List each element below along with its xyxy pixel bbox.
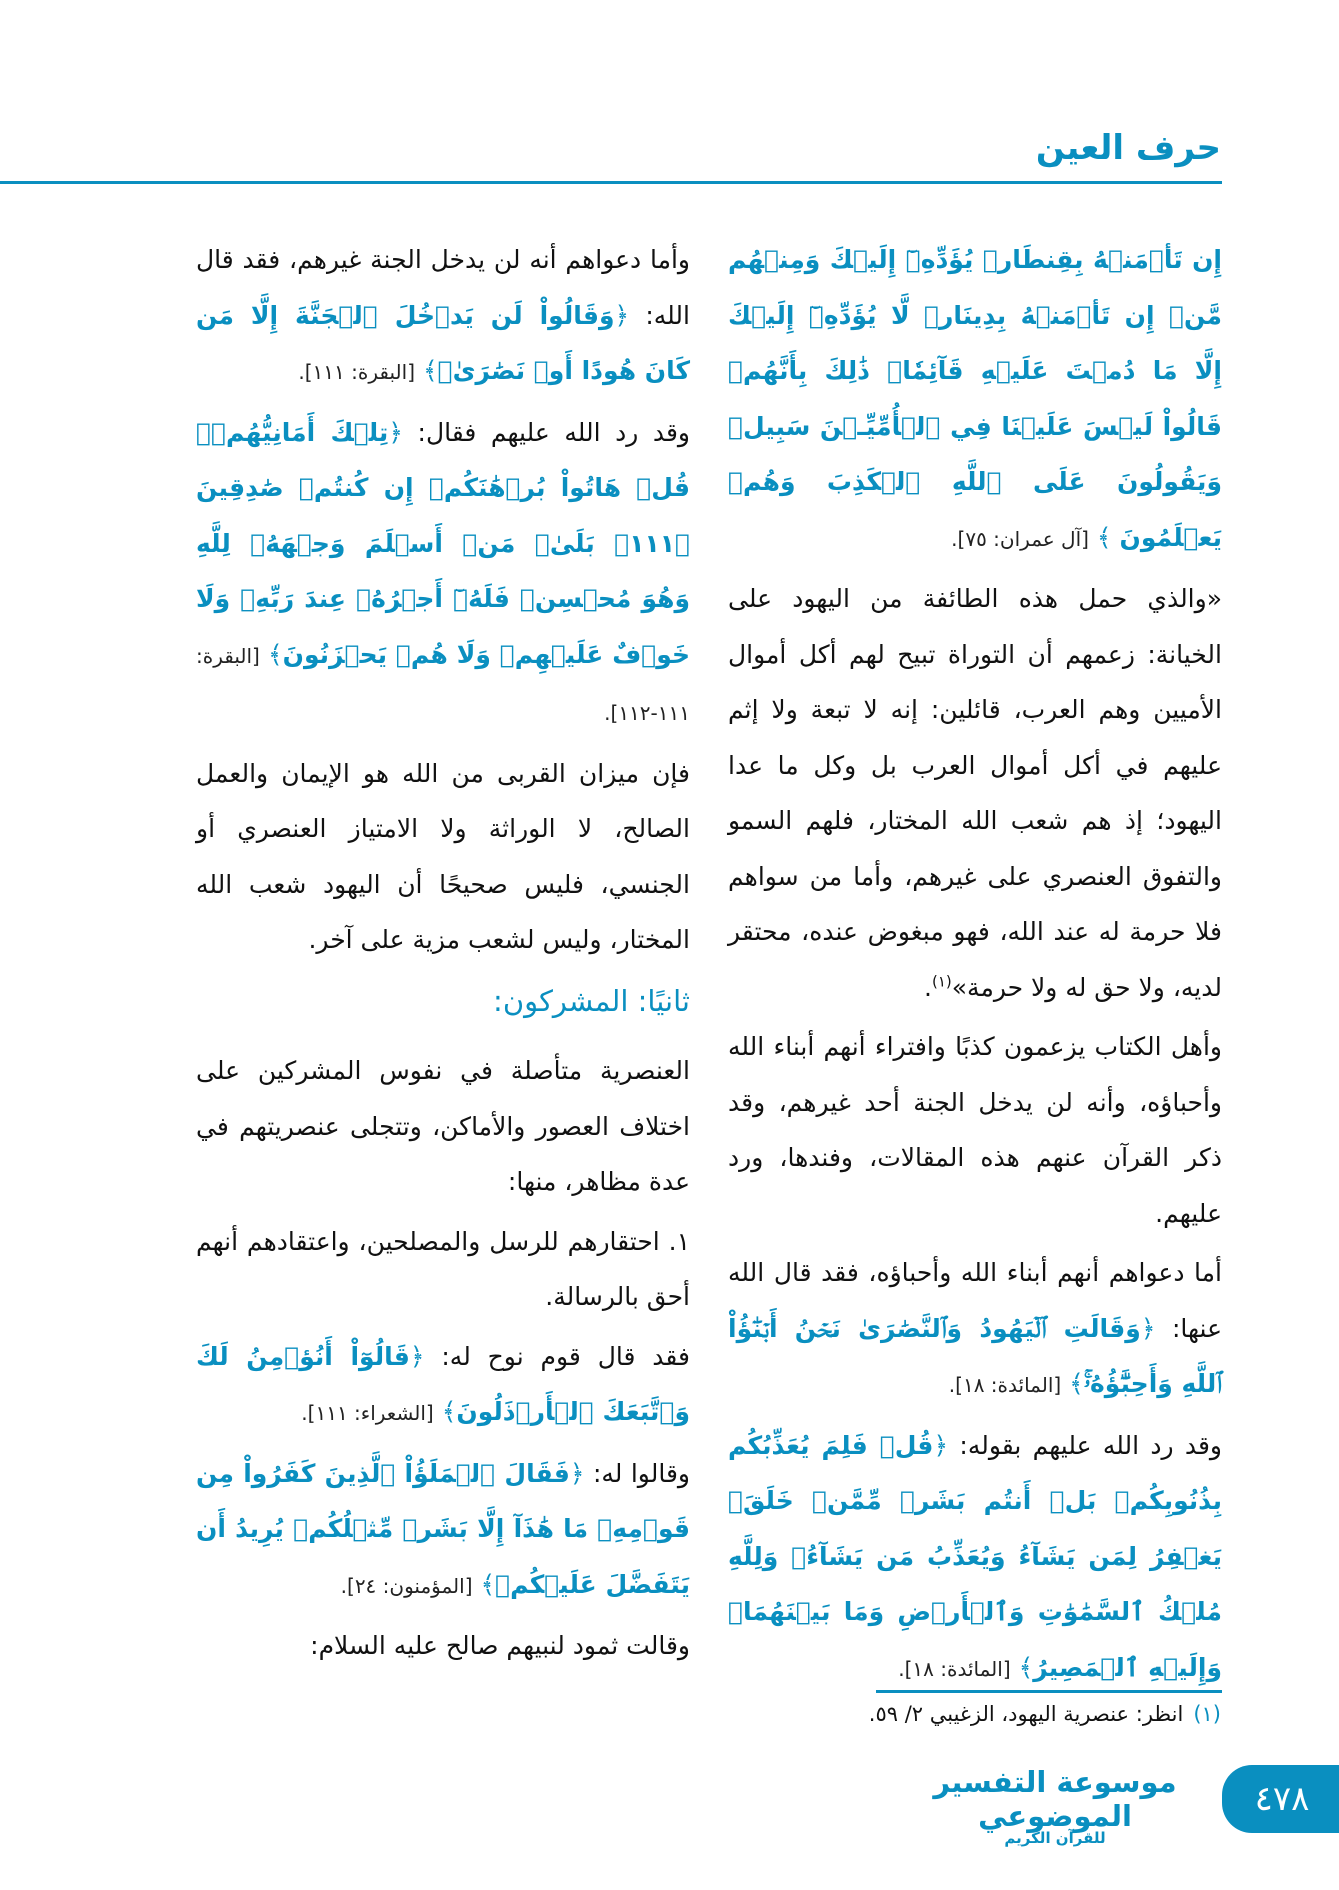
verse-reference: [البقرة: ١١١].: [298, 360, 415, 384]
paragraph: [196, 1043, 690, 1210]
footnote-text: انظر: عنصرية اليهود، الزغيبي ٢/ ٥٩.: [868, 1702, 1184, 1726]
left-column: [196, 232, 690, 1678]
paragraph-text: وأهل الكتاب يزعمون كذبًا وافتراء أنهم أبناء الله وأحباؤه، وأنه لن يدخل الجنة أحد غيرهم، وقد ذكر القرآن عنهم هذه المقالات، وفندها، ورد عليهم.: [728, 1032, 1222, 1228]
quran-bracket-close: ﴾: [1096, 522, 1112, 552]
footnote-marker[interactable]: (١): [931, 972, 952, 991]
quran-verse: فَقَالَ ٱلۡمَلَؤُاْ ٱلَّذِينَ كَفَرُواْ مِن قَوۡمِهِۦ مَا هَٰذَآ إِلَّا بَشَرٞ مِّثۡلُكُمۡ يُرِيدُ أَن يَتَفَضَّلَ عَلَيۡكُمۡ: [196, 1458, 690, 1599]
verse-reference: [المائدة: ١٨].: [898, 1656, 1011, 1681]
header-divider: [0, 181, 1222, 184]
quran-bracket-close: ﴾: [422, 356, 438, 385]
footnote-divider: [876, 1690, 1222, 1693]
logo-subtitle: للقرآن الكريم: [1004, 1829, 1106, 1847]
paragraph-text: فقد قال قوم نوح له:: [441, 1341, 690, 1371]
verse-reference: [الشعراء: ١١١].: [301, 1401, 434, 1425]
quran-bracket-close: ﴾: [268, 639, 283, 669]
paragraph: [196, 232, 690, 401]
logo-title: موسوعة التفسير الموضوعي: [933, 1765, 1177, 1833]
paragraph: [196, 1618, 690, 1674]
right-column: [728, 232, 1222, 1701]
quran-bracket-close: ﴾: [1069, 1369, 1084, 1398]
footnote-number: (١): [1193, 1702, 1221, 1726]
paragraph: [196, 1329, 690, 1442]
quran-bracket-close: ﴾: [441, 1397, 457, 1426]
quran-bracket-close: ﴾: [480, 1569, 496, 1599]
paragraph: [728, 1418, 1222, 1698]
paragraph-end: .: [924, 972, 932, 1002]
paragraph: [728, 1019, 1222, 1241]
paragraph: [728, 1245, 1222, 1414]
paragraph: [196, 1446, 690, 1615]
paragraph: [728, 232, 1222, 567]
paragraph-text: العنصرية متأصلة في نفوس المشركين على اختلاف العصور والأماكن، وتتجلى عنصريتهم في عدة مظاهر، منها:: [196, 1056, 690, 1196]
quran-bracket-open: ﴿: [933, 1430, 949, 1460]
paragraph: [196, 746, 690, 968]
quran-bracket-open: ﴿: [614, 300, 630, 330]
verse-reference: [البقرة: ١١١-١١٢].: [196, 643, 690, 725]
list-item: [196, 1214, 690, 1325]
quran-bracket-open: ﴿: [1140, 1313, 1156, 1343]
quran-verse: قَالُوٓاْ أَنُؤۡمِنُ لَكَ وَٱتَّبَعَكَ ٱلۡأَرۡذَلُونَ: [196, 1341, 690, 1426]
quran-verse: وَقَالَتِ ٱلۡيَهُودُ وَٱلنَّصَٰرَىٰ نَحۡنُ أَبۡنَٰٓؤُاْ ٱللَّهِ وَأَحِبَّٰٓؤُهُۥۚ: [728, 1313, 1222, 1398]
quran-bracket-open: ﴿: [388, 417, 403, 447]
quran-verse: إِن تَأۡمَنۡهُ بِقِنطَارٖ يُؤَدِّهِۦٓ إِلَيۡكَ وَمِنۡهُم مَّنۡ إِن تَأۡمَنۡهُ بِدِينَارٖ لَّا يُؤَدِّهِۦٓ إِلَيۡكَ إِلَّا مَا دُمۡتَ عَلَيۡهِ قَآئِمٗاۗ ذَٰلِكَ بِأَنَّهُمۡ قَالُواْ لَيۡسَ عَلَيۡنَا فِي ٱلۡأُمِّيِّـۧنَ سَبِيلٞ وَيَقُولُونَ عَلَى ٱللَّهِ ٱلۡكَذِبَ وَهُمۡ يَعۡلَمُونَ: [728, 245, 1222, 552]
quran-bracket-close: ﴾: [1018, 1652, 1034, 1682]
footnote: [869, 1702, 1221, 1726]
quran-bracket-open: ﴿: [409, 1341, 425, 1371]
paragraph-text: وقد رد الله عليهم بقوله:: [959, 1430, 1222, 1460]
quran-verse: قُلۡ فَلِمَ يُعَذِّبُكُم بِذُنُوبِكُمۖ بَلۡ أَنتُم بَشَرٞ مِّمَّنۡ خَلَقَۚ يَغۡفِرُ لِمَن يَشَآءُ وَيُعَذِّبُ مَن يَشَآءُۚ وَلِلَّهِ مُلۡكُ ٱلسَّمَٰوَٰتِ وَٱلۡأَرۡضِ وَمَا بَيۡنَهُمَاۖ وَإِلَيۡهِ ٱلۡمَصِيرُ: [728, 1430, 1222, 1682]
page-number-badge: [1222, 1765, 1339, 1833]
paragraph: [196, 405, 690, 742]
encyclopedia-logo: [930, 1765, 1180, 1847]
paragraph: [728, 571, 1222, 1015]
chapter-title: حرف العين: [1035, 128, 1221, 168]
section-subheading: ثانيًا: المشركون:: [493, 983, 690, 1018]
page-number: ٤٧٨: [1254, 1779, 1310, 1819]
paragraph-text: وقد رد الله عليهم فقال:: [417, 417, 690, 447]
quran-verse: تِلۡكَ أَمَانِيُّهُمۡۗ قُلۡ هَاتُواْ بُرۡهَٰنَكُمۡ إِن كُنتُمۡ صَٰدِقِينَ ﴿١١١﴾ بَلَىٰۚ مَنۡ أَسۡلَمَ وَجۡهَهُۥ لِلَّهِ وَهُوَ مُحۡسِنٞ فَلَهُۥٓ أَجۡرُهُۥ عِندَ رَبِّهِۦ وَلَا خَوۡفٌ عَلَيۡهِمۡ وَلَا هُمۡ يَحۡزَنُونَ: [196, 417, 690, 669]
paragraph-text: فإن ميزان القربى من الله هو الإيمان والعمل الصالح، لا الوراثة ولا الامتياز العنصري أو الجنسي، فليس صحيحًا أن اليهود شعب الله المختار، وليس لشعب مزية على آخر.: [196, 758, 690, 954]
paragraph-text: أما دعواهم أنهم أبناء الله وأحباؤه، فقد قال الله عنها:: [728, 1258, 1222, 1343]
verse-reference: [المائدة: ١٨].: [948, 1373, 1062, 1397]
paragraph-text: وقالت ثمود لنبيهم صالح عليه السلام:: [310, 1631, 690, 1660]
verse-reference: [آل عمران: ٧٥].: [951, 526, 1089, 551]
paragraph-text: وقالوا له:: [592, 1458, 690, 1488]
verse-reference: [المؤمنون: ٢٤].: [340, 1573, 473, 1598]
quran-verse: وَقَالُواْ لَن يَدۡخُلَ ٱلۡجَنَّةَ إِلَّا مَن كَانَ هُودًا أَوۡ نَصَٰرَىٰۗ: [196, 300, 690, 385]
quran-bracket-open: ﴿: [569, 1458, 585, 1488]
paragraph-text: «والذي حمل هذه الطائفة من اليهود على الخيانة: زعمهم أن التوراة تبيح لهم أكل أموال الأميين وهم العرب، قائلين: إنه لا تبعة ولا إثم عليهم في أكل أموال العرب بل وكل ما عدا اليهود؛ إذ هم شعب الله المختار، فلهم السمو والتفوق العنصري على غيرهم، وأما من سواهم فلا حرمة له عند الله، فهو مبغوض عنده، محتقر لديه، ولا حق له ولا حرمة»: [728, 584, 1222, 1002]
paragraph-text: وأما دعواهم أنه لن يدخل الجنة غيرهم، فقد قال الله:: [196, 245, 690, 330]
paragraph-text: ١. احتقارهم للرسل والمصلحين، واعتقادهم أنهم أحق بالرسالة.: [196, 1226, 690, 1311]
